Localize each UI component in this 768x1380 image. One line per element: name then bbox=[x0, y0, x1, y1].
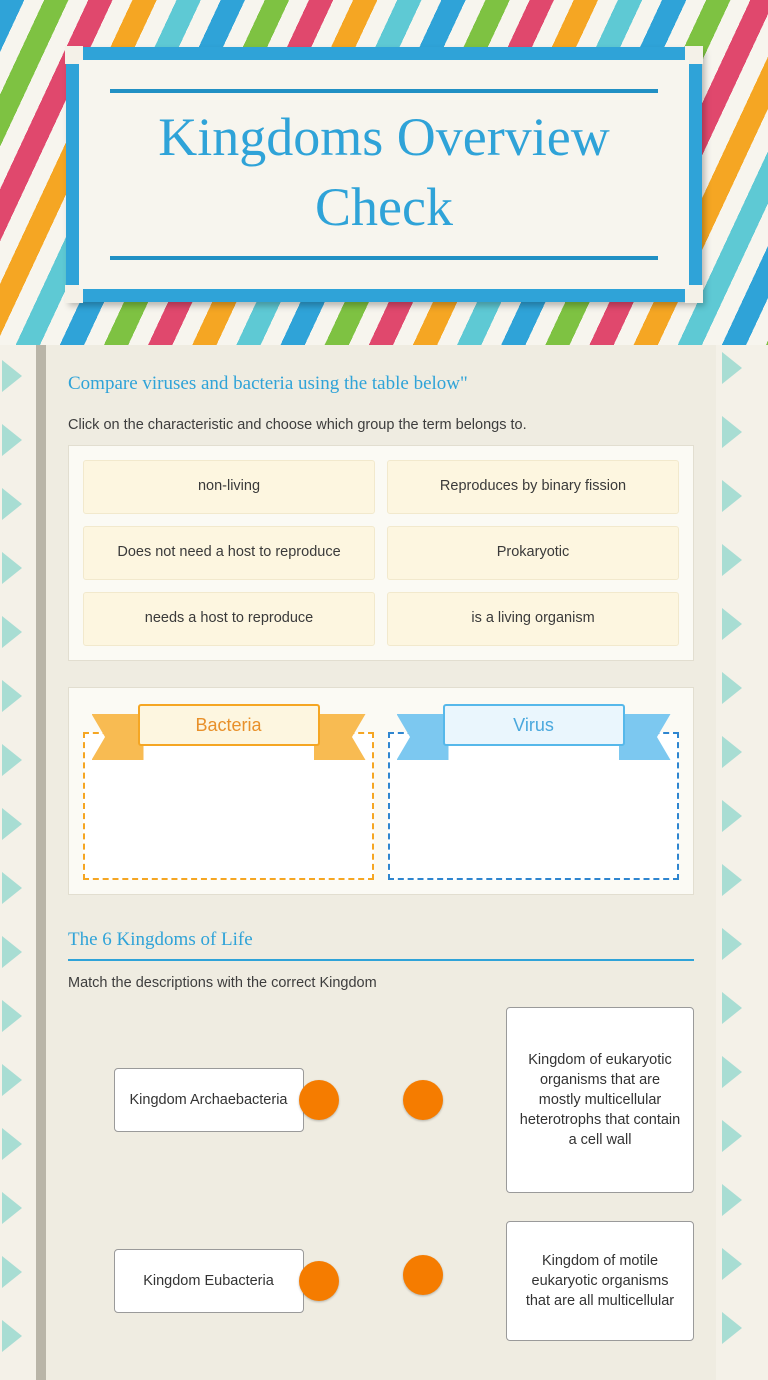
characteristic-chip[interactable]: Reproduces by binary fission bbox=[387, 460, 679, 514]
characteristic-chip[interactable]: needs a host to reproduce bbox=[83, 592, 375, 646]
ribbon-bacteria bbox=[138, 704, 320, 746]
worksheet-page bbox=[46, 345, 716, 1380]
dropzone-bacteria[interactable] bbox=[83, 704, 374, 880]
match-card[interactable]: Kingdom of motile eukaryotic organisms that are all multicellular bbox=[506, 1221, 694, 1341]
match-card[interactable]: Kingdom Archaebacteria bbox=[114, 1068, 304, 1132]
match-connector-knob[interactable] bbox=[403, 1080, 443, 1120]
characteristic-chip[interactable]: Prokaryotic bbox=[387, 526, 679, 580]
dropzone-panel bbox=[68, 687, 694, 895]
header-frame bbox=[66, 47, 702, 302]
page-shadow bbox=[36, 345, 46, 1380]
match-card[interactable]: Kingdom Eubacteria bbox=[114, 1249, 304, 1313]
header-rule-bottom bbox=[110, 256, 658, 260]
match-item-left[interactable] bbox=[68, 1007, 349, 1193]
match-connector-knob[interactable] bbox=[403, 1255, 443, 1295]
characteristics-panel bbox=[68, 445, 694, 661]
characteristic-chip[interactable]: Does not need a host to reproduce bbox=[83, 526, 375, 580]
dropzone-label-virus: Virus bbox=[443, 704, 625, 746]
characteristic-chip[interactable]: is a living organism bbox=[387, 592, 679, 646]
section-instruction-compare: Click on the characteristic and choose which group the term belongs to. bbox=[68, 417, 527, 433]
section-title-compare: Compare viruses and bacteria using the table below" bbox=[68, 373, 468, 394]
section-title-kingdoms: The 6 Kingdoms of Life bbox=[68, 929, 694, 961]
page-title: Kingdoms Overview Check bbox=[158, 107, 610, 237]
match-connector-knob[interactable] bbox=[299, 1080, 339, 1120]
dropzone-label-bacteria: Bacteria bbox=[138, 704, 320, 746]
matching-grid bbox=[68, 1007, 694, 1341]
header-banner bbox=[0, 0, 768, 345]
ribbon-virus bbox=[443, 704, 625, 746]
header-inner-card bbox=[79, 60, 689, 289]
match-item-right[interactable] bbox=[413, 1007, 694, 1193]
section-instruction-kingdoms: Match the descriptions with the correct Kingdom bbox=[68, 975, 377, 991]
match-item-left[interactable] bbox=[68, 1221, 349, 1341]
match-card[interactable]: Kingdom of eukaryotic organisms that are mostly multicellular heterotrophs that contain a cell wall bbox=[506, 1007, 694, 1193]
match-connector-knob[interactable] bbox=[299, 1261, 339, 1301]
characteristic-chip[interactable]: non-living bbox=[83, 460, 375, 514]
dropzone-virus[interactable] bbox=[388, 704, 679, 880]
match-item-right[interactable] bbox=[413, 1221, 694, 1341]
